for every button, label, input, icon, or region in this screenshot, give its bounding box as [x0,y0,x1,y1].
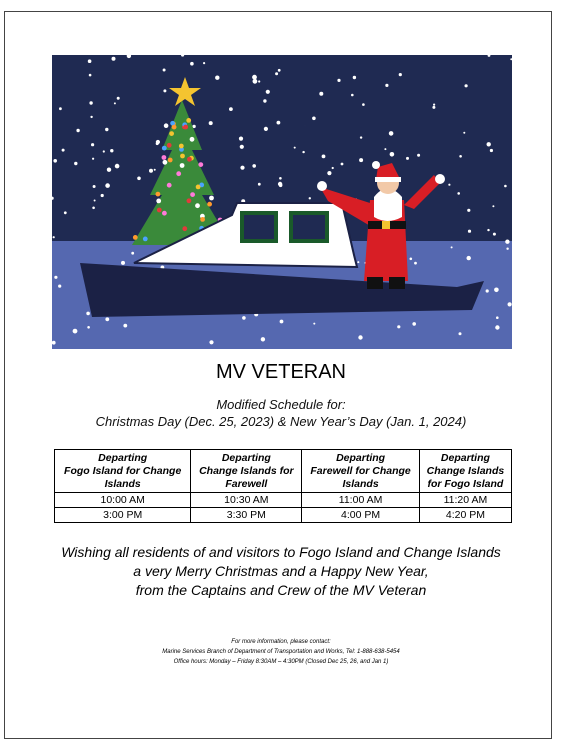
snowflake [277,121,281,125]
snowflake [467,209,470,212]
snowflake [467,256,471,260]
snowflake [433,104,435,106]
snowflake [412,322,416,326]
snowflake [457,192,460,195]
snowflake [92,158,94,160]
ornament [167,143,172,148]
snowflake [294,147,296,149]
snowflake [156,142,159,145]
snowflake [313,323,315,325]
table-cell: 10:30 AM [191,493,302,508]
ornament [162,155,167,160]
snowflake [278,69,281,72]
snowflake [495,325,499,329]
ornament [187,198,192,203]
contact-department: Marine Services Branch of Department of Transportation and Works, Tel: 1-888-638-5454 [162,649,400,655]
snowflake [123,324,127,328]
ornament [143,237,148,242]
snowflake [103,150,105,152]
ornament [176,171,181,176]
snowflake [105,128,108,131]
snowflake [275,72,278,75]
snowflake [319,92,323,96]
snowflake [359,158,363,162]
ferry-schedule-table [54,449,512,523]
ornament [190,192,195,197]
greeting-line: a very Merry Christmas and a Happy New Year, [133,563,429,579]
snowflake [215,76,219,80]
snowflake [107,168,111,172]
contact-hours: Office hours: Monday – Friday 8:30AM – 4:30PM (Closed Dec 25, 26, and Jan 1) [173,659,389,665]
snowflake [494,288,499,293]
snowflake [490,149,493,152]
table-cell: 4:00 PM [302,508,420,523]
snowflake [459,155,462,158]
snowflake [358,335,362,339]
snowflake [62,149,65,152]
schedule-subtitle: Modified Schedule for: [216,397,346,412]
table-header-row [55,450,512,493]
snowflake [91,143,94,146]
snowflake [203,62,205,64]
snowflake [73,329,78,334]
snowflake [112,57,116,61]
snowflake [252,75,257,80]
column-header: Departing Fogo Island for Change Islands [55,450,191,493]
snowflake [399,73,402,76]
snowflake [451,246,453,248]
snowflake [459,332,462,335]
ornament [163,160,168,165]
snowflake [341,163,344,166]
schedule-dates: Christmas Day (Dec. 25, 2023) & New Year’s Day (Jan. 1, 2024) [95,414,467,429]
snowflake [486,289,489,292]
ornament [162,211,167,216]
snowflake [76,129,79,132]
snowflake [149,169,153,173]
snowflake [463,132,465,134]
snowflake [89,74,92,77]
snowflake [54,276,57,279]
column-header: Departing Change Islands for Farewell [191,450,302,493]
snowflake [53,236,55,238]
snowflake [137,177,141,181]
snowflake [351,94,354,97]
snowflake [264,127,268,131]
snowflake [417,154,420,157]
ornament [209,196,214,201]
snowflake [385,84,388,87]
snowflake [506,248,508,250]
snowflake [414,262,417,265]
ornament [207,202,212,207]
snowflake [154,169,156,171]
ornament [183,125,188,130]
snowflake [280,320,284,324]
snowflake [389,131,394,136]
table-cell: 3:00 PM [55,508,191,523]
ornament [157,208,162,213]
snowflake [164,123,169,128]
snowflake [406,157,409,160]
snowflake [353,76,356,79]
snowflake [332,167,334,169]
snowflake [504,185,507,188]
snowflake [64,211,67,214]
snowflake [101,194,104,197]
page-title: MV VETERAN [215,361,347,383]
ornament [172,125,177,130]
snowflake [302,151,304,153]
snowflake [105,183,110,188]
ornament [162,146,167,151]
christmas-boat-illustration [52,55,512,349]
snowflake [53,159,57,163]
table-cell: 11:00 AM [302,493,420,508]
ornament [196,185,201,190]
snowflake [88,59,92,63]
ornament [133,235,138,240]
snowflake [492,205,494,207]
snowflake [240,166,244,170]
snowflake [105,317,109,321]
ornament [156,192,161,197]
snowflake [86,312,90,316]
snowflake [115,164,120,169]
snowflake [93,185,96,188]
column-header: Departing Change Islands for Fogo Island [419,450,511,493]
snowflake [487,142,491,146]
snowflake [258,183,261,186]
snowflake [337,79,340,82]
snowflake [58,285,61,288]
snowflake [209,340,213,344]
snowflake [261,337,265,341]
table-row [55,493,512,508]
ornament [179,144,184,149]
ornament [195,203,200,208]
snowflake [360,136,362,138]
snowflake [508,302,512,306]
snowflake [59,107,62,110]
snowflake [229,107,233,111]
table-cell: 11:20 AM [419,493,511,508]
snowflake [357,261,359,263]
table-row [55,508,512,523]
snowflake [397,325,400,328]
table-cell: 4:20 PM [419,508,511,523]
contact-heading: For more information, please contact: [231,639,331,645]
snowflake [114,102,116,104]
column-header: Departing Farewell for Change Islands [302,450,420,493]
ornament [167,183,172,188]
ornament [180,154,185,159]
snowflake [493,233,496,236]
snowflake [263,99,266,102]
ornament [169,131,174,136]
table-cell: 10:00 AM [55,493,191,508]
snowflake [258,80,260,82]
snowflake [448,184,450,186]
snowflake [117,97,120,100]
snowflake [90,116,92,118]
snowflake [89,101,92,104]
snowflake [468,230,471,233]
snowflake [279,177,282,180]
snowflake [252,164,256,168]
snowflake [163,89,166,92]
snowflake [94,200,96,202]
ornament [182,226,187,231]
snowflake [309,197,311,199]
snowflake [242,316,246,320]
snowflake [410,258,413,261]
snowflake [312,117,316,121]
snowflake [240,145,244,149]
snowflake [327,171,331,175]
snowflake [322,155,326,159]
greeting-line: Wishing all residents of and visitors to Fogo Island and Change Islands [61,544,501,560]
ornament [190,137,195,142]
snowflake [279,184,283,188]
ornament [187,157,192,162]
snowflake [110,149,113,152]
ornament [198,162,203,167]
snowflake [74,162,77,165]
ornament [186,118,191,123]
snowflake [266,90,270,94]
table-cell: 3:30 PM [191,508,302,523]
greeting-line: from the Captains and Crew of the MV Veteran [135,582,427,598]
snowflake [384,148,386,150]
snowflake [253,79,258,84]
snowflake [496,316,499,319]
snowflake [465,84,468,87]
snowflake [121,261,125,265]
ornament [156,199,161,204]
snowflake [209,121,213,125]
snowflake [163,69,166,72]
snowflake [92,207,95,210]
snowflake [239,137,243,141]
snowflake [432,106,435,109]
snowflake [362,103,365,106]
snowflake [131,252,134,255]
snowflake [390,152,395,157]
snowflake [487,229,489,231]
ornament [180,163,185,168]
ornament [200,217,205,222]
snowflake [190,62,194,66]
ornament [168,158,173,163]
snowflake [505,240,509,244]
snowflake [87,326,90,329]
